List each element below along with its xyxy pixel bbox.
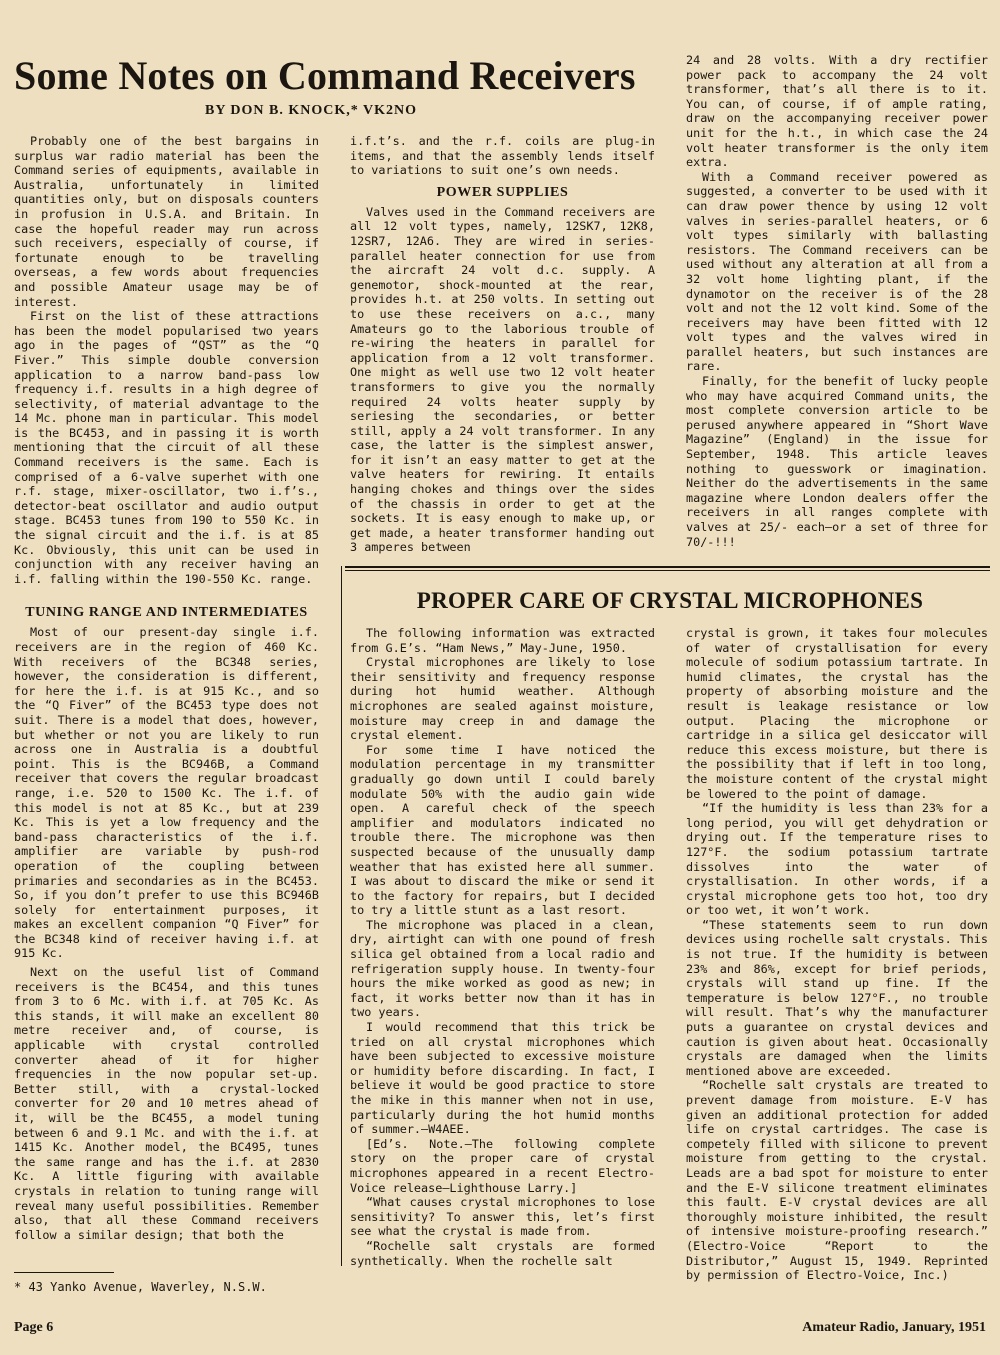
paragraph: For some time I have noticed the modulation percentage in my transmitter gradually go down until I could barely modulate 50% with the audio gain wide open. A careful check of the speech amplifier and modulators indicated no trouble there. The microphone was then suspected because of the unusually damp weather that has existed here all summer. I was about to discard the mike or send it to the factory for repairs, but I decided to try a little stunt as a last resort. [350, 742, 655, 918]
article1-column-3 [686, 53, 988, 549]
footnote-rule [14, 1272, 114, 1273]
paragraph: The microphone was placed in a clean, dry, airtight can with one pound of fresh silica gel obtained from a local radio and refrigeration supply house. In twenty-four hours the mike worked as good as new; in fact, it works better now than it has in two years. [350, 917, 655, 1020]
paragraph: “What causes crystal microphones to lose sensitivity? To answer this, let’s first see what the crystal is made from. [350, 1195, 655, 1239]
paragraph: “These statements seem to run down devices using rochelle salt crystals. This is not true. If the humidity is between 23% and 86%, except for brief periods, crystals will stand up fine. If the temperature is below 127°F., no trouble will result. That’s why the manufacturer puts a guarantee on crystal devices and caution is given about heat. Occasionally crystals are damaged when the limits mentioned above are exceeded. [686, 917, 988, 1078]
article2-column-2 [686, 626, 988, 1283]
page-number: Page 6 [14, 1320, 54, 1335]
section-heading: TUNING RANGE AND INTERMEDIATES [25, 605, 308, 621]
paragraph: Finally, for the benefit of lucky people who may have acquired Command units, the most complete conversion article to be perused anywhere appeared in “Short Wave Magazine” (England) in the issue for September, 1948. This article leaves nothing to guesswork or imagination. Neither do the advertisements in the same magazine where London dealers offer the receivers in all ranges complete with valves at 25/- each—or a set of three for 70/-!!! [686, 374, 988, 549]
paragraph: Valves used in the Command receivers are all 12 volt types, namely, 12SK7, 12K8, 12SR7, 12A6. They are wired in series-parallel heater connection for use from the aircraft 24 volt d.c. supply. A genemotor, shock-mounted at the rear, provides h.t. at 250 volts. In setting out to use these receivers on a.c., many Amateurs go to the laborious trouble of re-wiring the heaters in parallel for application from a 12 volt transformer. One might as well use two 12 volt heater transformers to give you the normally required 24 volts heater supply by seriesing the secondaries, or better still, apply a 24 volt transformer. In any case, the latter is the simplest answer, for it isn’t an easy matter to get at the valve heaters for rewiring. It entails hanging chokes and things over the sides of the chassis in order to get at the sockets. It is easy enough to make up, or get made, a heater transformer handing out 3 amperes between [350, 204, 655, 555]
paragraph: [Ed’s. Note.—The following complete story on the proper care of crystal microphones appeared in a recent Electro-Voice release—Lighthouse Larry.] [350, 1136, 655, 1195]
paragraph: Probably one of the best bargains in surplus war radio material has been the Command series of equipments, available in Australia, unfortunately in limited quantities only, but on disposals counters in profusion in U.S.A. and Britain. In case the hopeful reader may run across such receivers, especially of course, if fortunate enough to be travelling overseas, a few words about frequencies and possible Amateur usage may be of interest. [14, 134, 319, 309]
sidebar-article-title: PROPER CARE OF CRYSTAL MICROPHONES [416, 588, 924, 613]
paragraph: crystal is grown, it takes four molecules of water of crystallisation for every molecule of sodium potassium tartrate. In humid climates, the crystal has the property of absorbing moisture and the result is leakage resistance or low output. Placing the microphone or cartridge in a silica gel desiccator will reduce this excess moisture, but there is the possibility that if left in too long, the moisture content of the crystal might be lowered to the point of damage. [686, 626, 988, 801]
article2-column-1 [350, 626, 655, 1268]
paragraph: The following information was extracted from G.E’s. “Ham News,” May-June, 1950. [350, 626, 655, 655]
publication-line: Amateur Radio, January, 1951 [802, 1320, 986, 1335]
paragraph: i.f.t’s. and the r.f. coils are plug-in items, and that the assembly lends itself to variations to suit one’s own needs. [350, 134, 655, 178]
paragraph: “Rochelle salt crystals are formed synthetically. When the rochelle salt [350, 1238, 655, 1268]
section-heading: POWER SUPPLIES [436, 184, 569, 200]
article1-column-1 [14, 134, 319, 1242]
section-divider [345, 566, 990, 568]
paragraph: Next on the useful list of Command receivers is the BC454, and this tunes from 3 to 6 Mc. with i.f. at 705 Kc. As this stands, it will make an excellent 80 metre receiver and, of course, is applicable with crystal controlled converter ahead of it for higher frequencies in the now popular set-up. Better still, with a crystal-locked converter for 20 and 10 metres ahead of it, will be the BC455, a model tuning between 6 and 9.1 Mc. and with the i.f. at 1415 Kc. Another model, the BC495, tunes the same range and has the i.f. at 2830 Kc. A little figuring with available crystals in relation to tuning range will reveal many useful possibilities. Remember also, that all these Command receivers follow a similar design; that both the [14, 965, 319, 1242]
paragraph: “Rochelle salt crystals are treated to prevent damage from moisture. E-V has given an additional protection for added life on crystal cartridges. The case is competely filled with silicone to prevent moisture from getting to the crystal. Leads are a bad spot for moisture to enter and the E-V silicone treatment eliminates this fault. E-V crystal devices are all thoroughly moisture inhibited, the result of intensive moisture-proofing research.” (Electro-Voice “Report to the Distributor,” August 15, 1949. Reprinted by permission of Electro-Voice, Inc.) [686, 1078, 988, 1283]
paragraph: “If the humidity is less than 23% for a long period, you will get dehydration or drying out. If the temperature rises to 127°F. the sodium potassium tartrate dissolves into the water of crystallisation. In other words, if a crystal microphone gets too hot, too dry or too wet, it won’t work. [686, 801, 988, 918]
paragraph: Crystal microphones are likely to lose their sensitivity and frequency response during hot humid weather. Although microphones are sealed against moisture, moisture may creep in and damage the crystal element. [350, 655, 655, 743]
article1-column-2 [350, 134, 655, 555]
paragraph: 24 and 28 volts. With a dry rectifier power pack to accompany the 24 volt transformer, that’s all there is to it. You can, of course, if of ample rating, draw on the accompanying receiver power unit for the h.t., in which case the 24 volt heater transformer is the only item extra. [686, 53, 988, 170]
paragraph: First on the list of these attractions has been the model popularised two years ago in the pages of “QST” as the “Q Fiver.” This simple double conversion application to a narrow band-pass low frequency i.f. results in a high degree of selectivity, of material advantage to the 14 Mc. phone man in particular. This model is the BC453, and in passing it is worth mentioning that the circuit of all these Command receivers is the same. Each is comprised of a 6-valve superhet with one r.f. stage, mixer-oscillator, two i.f’s., detector-beat oscillator and audio output stage. BC453 tunes from 190 to 550 Kc. in the signal circuit and the i.f. is at 85 Kc. Obviously, this unit can be used in conjunction with any receiver having an i.f. falling within the 190-550 Kc. range. [14, 309, 319, 586]
article-byline: BY DON B. KNOCK,* VK2NO [205, 103, 418, 118]
section-divider [345, 570, 990, 571]
article-title: Some Notes on Command Receivers [14, 53, 636, 98]
paragraph: I would recommend that this trick be tried on all crystal microphones which have been subjected to excessive moisture or humidity before discarding. In fact, I believe it would be good practice to store the mike in this manner when not in use, particularly during the hot humid months of summer.—W4AEE. [350, 1020, 655, 1137]
paragraph: With a Command receiver powered as suggested, a converter to be used with it can draw power thence by using 12 volt valves in series-parallel heaters, or 6 volt types similarly with ballasting resistors. The Command receivers can be used without any alteration at all from a 32 volt home lighting plant, if the dynamotor on the receiver is of the 28 volt and not the 12 volt kind. Some of the receivers may have been fitted with 12 volt types and the valves wired in parallel heaters, but such instances are rare. [686, 169, 988, 374]
paragraph: Most of our present-day single i.f. receivers are in the region of 460 Kc. With receivers of the BC348 series, however, the consideration is different, for here the i.f. is at 915 Kc., and so the “Q Fiver” of the BC453 type does not suit. There is a model that does, however, but whether or not you are likely to run across one in Australia is a doubtful point. This is the BC946B, a Command receiver that covers the regular broadcast range, i.e. 520 to 1500 Kc. The i.f. of this model is not at 85 Kc., but at 239 Kc. This is yet a low frequency and the band-pass characteristics of the i.f. amplifier are variable by push-rod operation of the coupling between primaries and secondaries as in the BC453. So, if you don’t prefer to use this BC946B solely for entertainment purposes, it makes an excellent companion “Q Fiver” for the BC348 kind of receiver having i.f. at 915 Kc. [14, 625, 319, 961]
column-rule [341, 566, 342, 1266]
author-footnote: * 43 Yanko Avenue, Waverley, N.S.W. [14, 1280, 267, 1294]
